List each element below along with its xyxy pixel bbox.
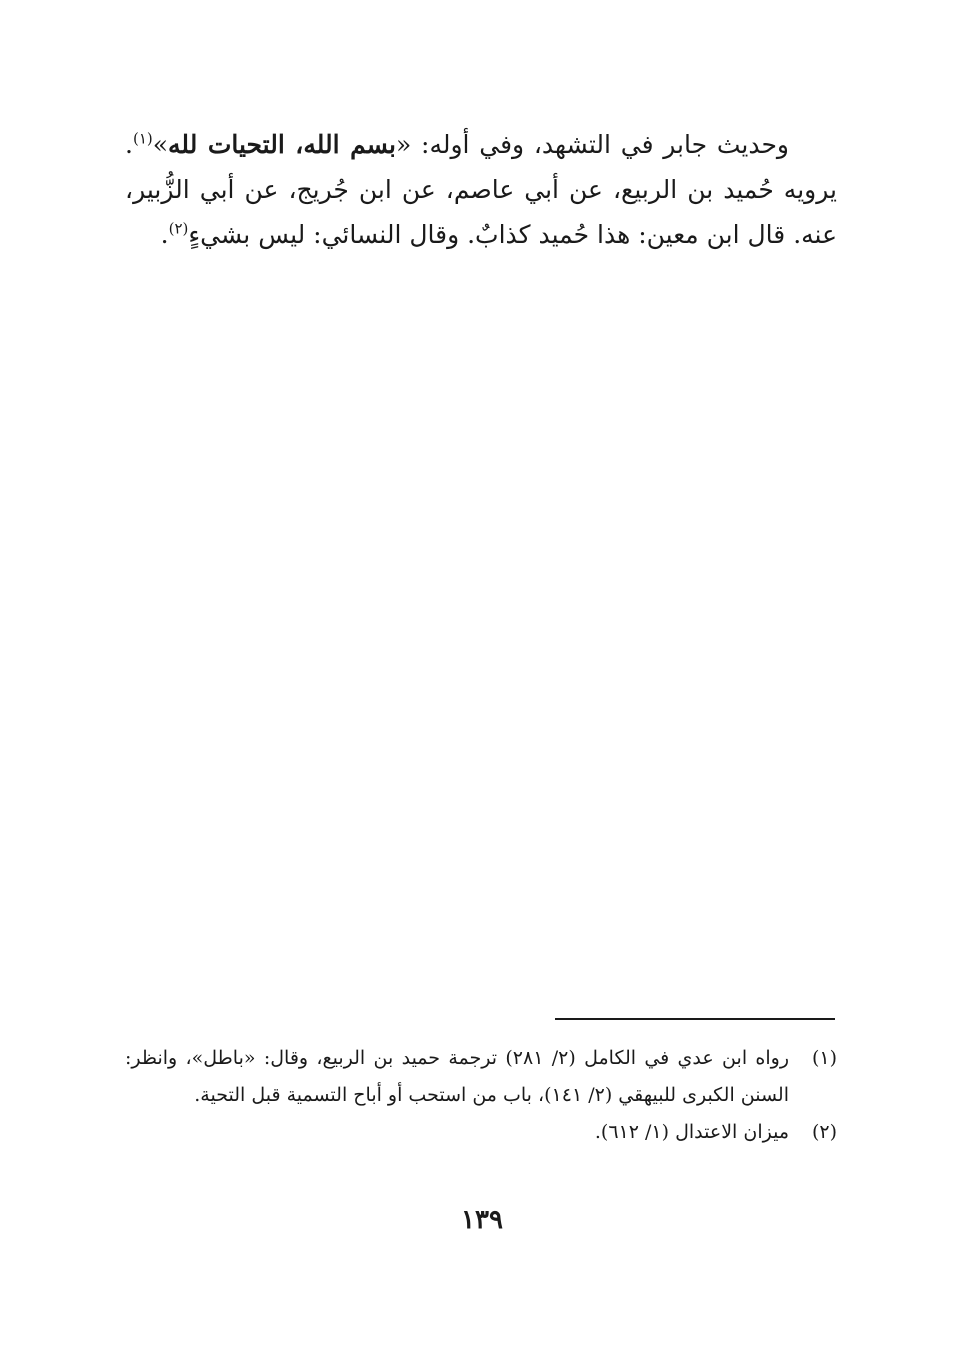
quote-close: » [152, 130, 169, 159]
footnotes [125, 1040, 837, 1151]
footnote-ref-2[interactable]: (٢) [168, 219, 189, 238]
footnote-number: (١) [811, 1047, 837, 1069]
footnote-ref-1[interactable]: (١) [132, 129, 153, 148]
page-number: ١٣٩ [461, 1205, 503, 1235]
footnote-number: (٢) [811, 1121, 837, 1143]
footnote-divider [555, 1018, 835, 1020]
paragraph-text: . يرويه حُميد بن الربيع، عن أبي عاصم، عن ابن جُريج، عن أبي الزُّبير، عنه. قال ابن معين: هذا حُميد كذابٌ. وقال النسائي: ليس بشيءٍ [125, 130, 837, 249]
footnote-2 [125, 1114, 837, 1151]
footnote-text: ميزان الاعتدال (١/ ٦١٢). [594, 1121, 789, 1143]
paragraph-end: . [160, 220, 169, 249]
paragraph-text: وحديث جابر في التشهد، وفي أوله: « [396, 130, 789, 159]
main-text [125, 122, 837, 257]
footnote-1 [125, 1040, 837, 1114]
quoted-bold-text: بسم الله، التحيات لله [168, 130, 396, 159]
footnote-text: رواه ابن عدي في الكامل (٢/ ٢٨١) ترجمة حميد بن الربيع، وقال: «باطل»، وانظر: السنن الكبرى للبيهقي (٢/ ١٤١)، باب من استحب أو أباح التسمية قبل التحية. [125, 1047, 789, 1106]
paragraph-1 [125, 122, 837, 257]
